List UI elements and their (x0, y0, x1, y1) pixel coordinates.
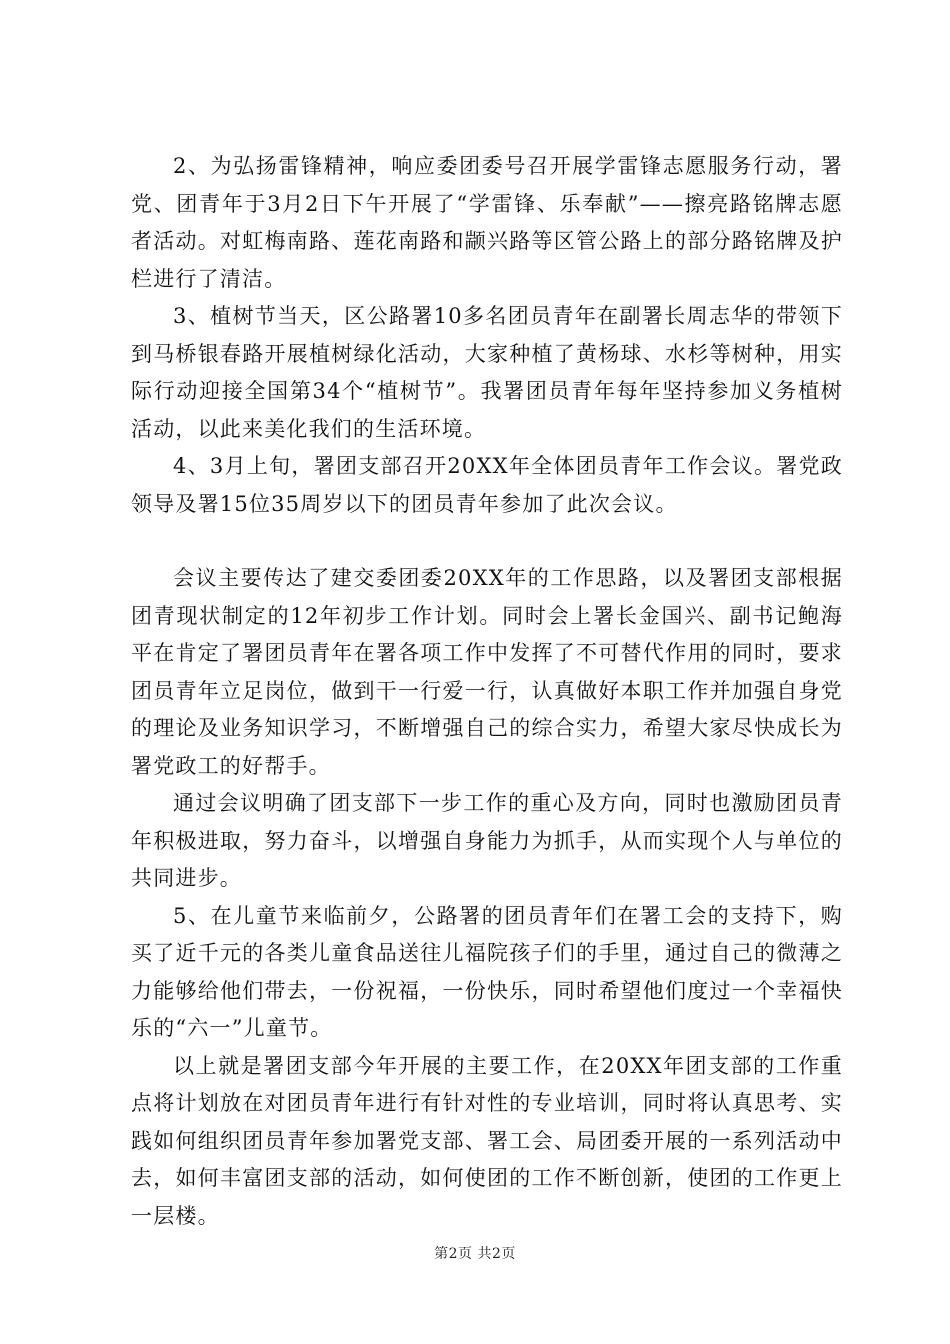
paragraph-item-3: 3、植树节当天，区公路署10多名团员青年在副署长周志华的带领下到马桥银春路开展植树绿化活动，大家种植了黄杨球、水杉等树种，用实际行动迎接全国第34个“植树节”。我署团员青年每年坚持参加义务植树活动，以此来美化我们的生活环境。 (131, 304, 843, 441)
paragraph-meeting-outcome: 通过会议明确了团支部下一步工作的重心及方向，同时也激励团员青年积极进取，努力奋斗，以增强自身能力为抓手，从而实现个人与单位的共同进步。 (131, 791, 843, 890)
paragraph-item-2: 2、为弘扬雷锋精神，响应委团委号召开展学雷锋志愿服务行动，署党、团青年于3月2日下午开展了“学雷锋、乐奉献”——擦亮路铭牌志愿者活动。对虹梅南路、莲花南路和颛兴路等区管公路上的部分路铭牌及护栏进行了清洁。 (131, 154, 843, 291)
paragraph-meeting-summary: 会议主要传达了建交委团委20XX年的工作思路，以及署团支部根据团青现状制定的12年初步工作计划。同时会上署长金国兴、副书记鲍海平在肯定了署团员青年在署各项工作中发挥了不可替代作用的同时，要求团员青年立足岗位，做到干一行爱一行，认真做好本职工作并加强自身党的理论及业务知识学习，不断增强自己的综合实力，希望大家尽快成长为署党政工的好帮手。 (131, 566, 843, 778)
paragraph-item-5: 5、在儿童节来临前夕，公路署的团员青年们在署工会的支持下，购买了近千元的各类儿童食品送往儿福院孩子们的手里，通过自己的微薄之力能够给他们带去，一份祝福，一份快乐，同时希望他们度过一个幸福快乐的“六一”儿童节。 (131, 903, 843, 1040)
page-footer: 第2页 共2页 (434, 1246, 516, 1262)
document-body (131, 148, 843, 1235)
paragraph-item-4: 4、3月上旬，署团支部召开20XX年全体团员青年工作会议。署党政领导及署15位35周岁以下的团员青年参加了此次会议。 (131, 454, 843, 516)
paragraph-conclusion: 以上就是署团支部今年开展的主要工作，在20XX年团支部的工作重点将计划放在对团员青年进行有针对性的专业培训，同时将认真思考、实践如何组织团员青年参加署党支部、署工会、局团委开展的一系列活动中去，如何丰富团支部的活动，如何使团的工作不断创新，使团的工作更上一层楼。 (131, 1053, 843, 1228)
